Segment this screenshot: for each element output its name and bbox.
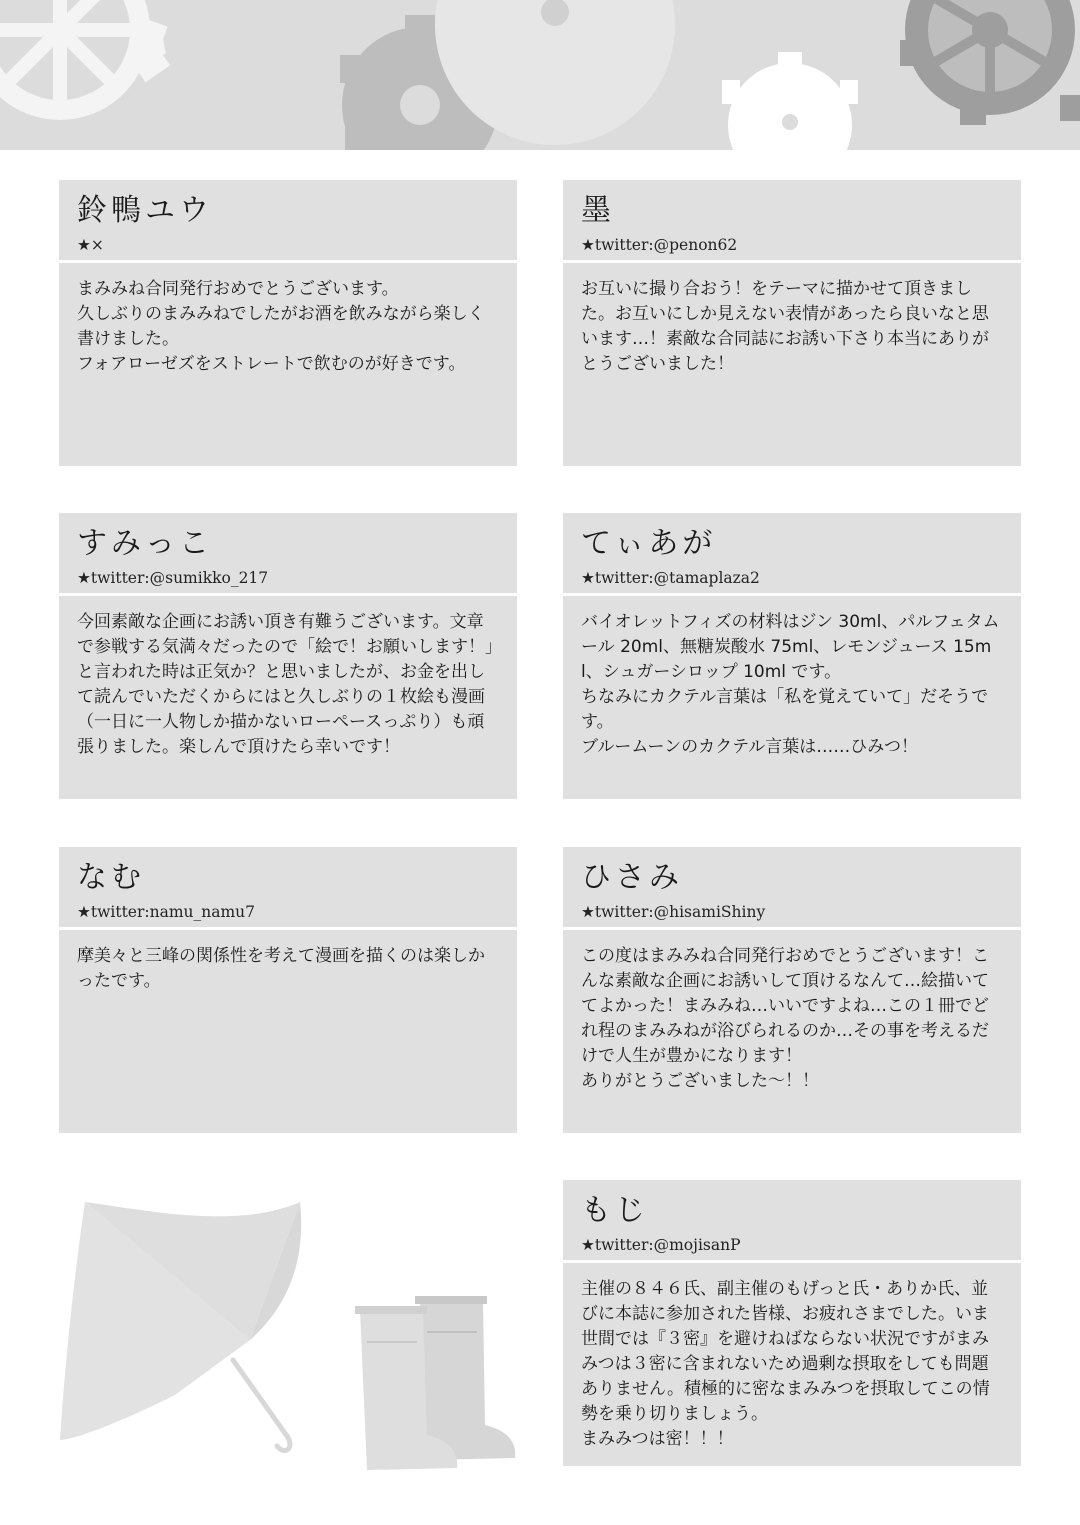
contributor-handle: ★twitter:@hisamiShiny [581, 903, 766, 921]
contributor-card [563, 513, 1021, 799]
contributor-message: 主催の８４６氏、副主催のもげっと氏・ありか氏、並びに本誌に参加された皆様、お疲れさまでした。いま世間では『３密』を避けねばならない状況ですがまみみつは３密に含まれないため過剰な摂取をしても問題ありません。積極的に密なまみみつを摂取してこの情勢を乗り切りましょう。 まみみつは密！！！ [563, 1263, 1021, 1466]
contributor-card [59, 180, 517, 466]
gears-icon [0, 0, 1080, 150]
card-header [563, 847, 1021, 927]
card-header [59, 847, 517, 927]
contributor-message: この度はまみみね合同発行おめでとうございます！こんな素敵な企画にお誘いして頂けるなんて…絵描いててよかった！まみみね…いいですよね…この１冊でどれ程のまみみねが浴びられるのか…その事を考えるだけで人生が豊かになります！ ありがとうございました〜！！ [563, 930, 1021, 1133]
contributor-handle: ★twitter:@sumikko_217 [77, 569, 269, 587]
contributor-message: 今回素敵な企画にお誘い頂き有難うございます。文章で参戦する気満々だったので「絵で！お願いします！」と言われた時は正気か？と思いましたが、お金を出して読んでいただくからにはと久しぶりの１枚絵も漫画（一日に一人物しか描かないローペースっぷり）も頑張りました。楽しんで頂けたら幸いです！ [59, 596, 517, 799]
card-header [563, 1180, 1021, 1260]
gear-banner [0, 0, 1080, 150]
contributor-name: なむ [77, 860, 145, 895]
rain-boots-icon [355, 1296, 515, 1470]
contributor-name: 鈴鴨ユウ [77, 193, 213, 228]
contributor-handle: ★× [77, 236, 104, 254]
contributor-name: てぃあが [581, 526, 717, 561]
umbrella-icon [60, 1202, 301, 1451]
umbrella-boots-illustration [55, 1190, 525, 1480]
card-header [59, 180, 517, 260]
contributor-card [563, 847, 1021, 1133]
contributor-name: ひさみ [581, 860, 683, 895]
contributor-handle: ★twitter:@mojisanP [581, 1236, 741, 1254]
contributor-name: 墨 [581, 193, 615, 228]
contributor-name: すみっこ [77, 526, 213, 561]
contributor-message: バイオレットフィズの材料はジン 30ml、パルフェタムール 20ml、無糖炭酸水 75ml、レモンジュース 15ml、シュガーシロップ 10ml です。 ちなみにカクテル言葉は「私を覚えていて」だそうです。 ブルームーンのカクテル言葉は……ひみつ！ [563, 596, 1021, 799]
card-header [563, 513, 1021, 593]
contributor-message: 摩美々と三峰の関係性を考えて漫画を描くのは楽しかったです。 [59, 930, 517, 1133]
contributor-card [563, 1180, 1021, 1466]
contributor-card [563, 180, 1021, 466]
contributor-handle: ★twitter:@tamaplaza2 [581, 569, 760, 587]
contributor-message: まみみね合同発行おめでとうございます。 久しぶりのまみみねでしたがお酒を飲みながら楽しく書けました。 フォアローゼズをストレートで飲むのが好きです。 [59, 263, 517, 466]
card-header [563, 180, 1021, 260]
contributor-card [59, 513, 517, 799]
contributor-name: もじ [581, 1193, 649, 1228]
card-header [59, 513, 517, 593]
contributor-handle: ★twitter:namu_namu7 [77, 903, 256, 921]
contributor-card [59, 847, 517, 1133]
contributor-handle: ★twitter:@penon62 [581, 236, 738, 254]
contributor-message: お互いに撮り合おう！をテーマに描かせて頂きました。お互いにしか見えない表情があったら良いなと思います…！素敵な合同誌にお誘い下さり本当にありがとうございました！ [563, 263, 1021, 466]
